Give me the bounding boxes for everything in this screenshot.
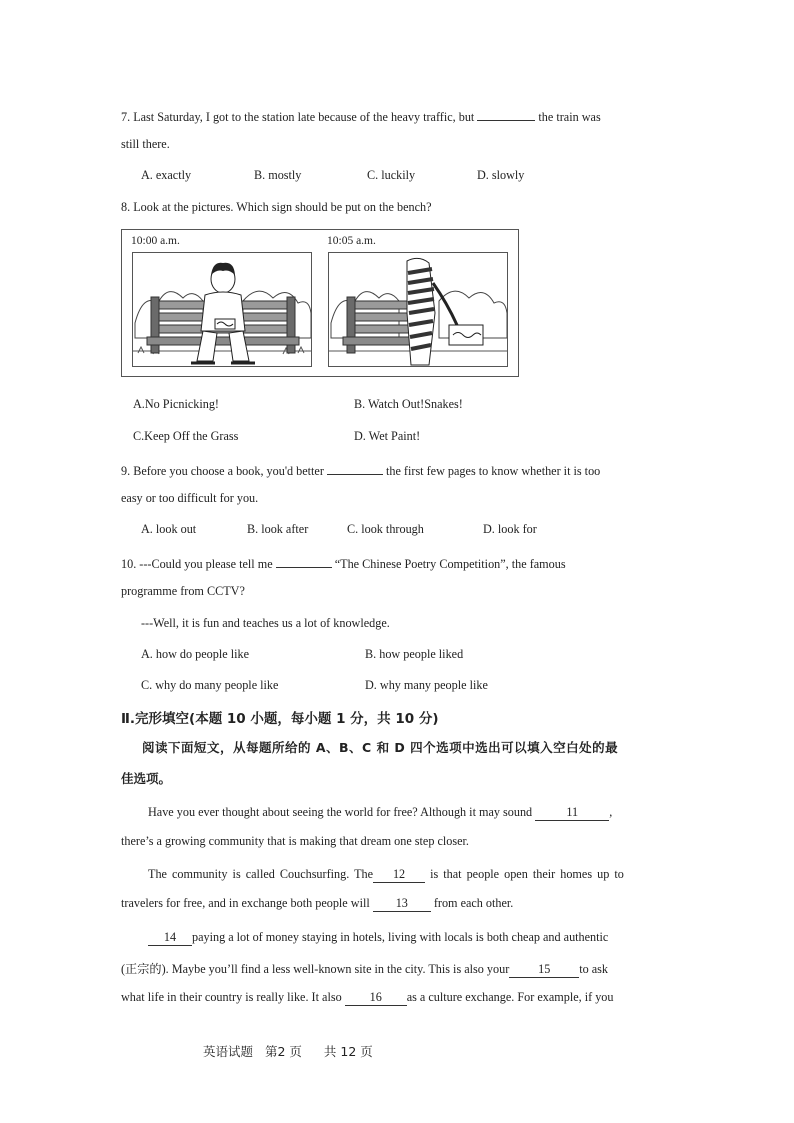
q10-stem-line2: programme from CCTV? — [121, 584, 245, 598]
q9-option-c: C. look through — [347, 522, 424, 536]
passage-text: (正宗的). Maybe you’ll find a less well-known site in the city. This is also your — [121, 962, 510, 976]
picture-boy-on-bench — [132, 252, 312, 367]
time-label-left: 10:00 a.m. — [131, 235, 180, 247]
footer-total-pages: 共 12 页 — [323, 1044, 373, 1059]
q8-option-b: B. Watch Out!Snakes! — [354, 397, 463, 411]
q9-stem-line2: easy or too difficult for you. — [121, 491, 259, 505]
q7-answer-blank — [477, 108, 535, 121]
q10-option-b: B. how people liked — [365, 647, 464, 661]
passage-text: is that people open their homes up to — [430, 867, 624, 881]
q9-option-a: A. look out — [141, 522, 197, 536]
section-heading: Ⅱ.完形填空(本题 10 小题，每小题 1 分，共 10 分) — [121, 711, 439, 727]
q9-stem-text-after: the first few pages to know whether it is too — [386, 464, 601, 478]
q8-option-c: C.Keep Off the Grass — [133, 429, 239, 443]
passage-text: to ask — [579, 962, 609, 976]
section-instruction-line1: 阅读下面短文，从每题所给的 A、B、C 和 D 四个选项中选出可以填入空白处的最 — [142, 740, 619, 755]
passage-p1-line2: there’s a growing community that is making that dream one step closer. — [121, 834, 469, 848]
passage-text: travelers for free, and in exchange both people will — [121, 896, 370, 910]
q10-answer-blank — [276, 555, 332, 568]
q8-option-d: D. Wet Paint! — [354, 429, 421, 443]
q10-stem-line1 — [121, 555, 566, 572]
passage-p1-line1 — [148, 805, 612, 821]
passage-text: from each other. — [433, 896, 514, 910]
passage-p2-line2 — [121, 896, 513, 912]
passage-text: paying a lot of money staying in hotels, living with locals is both cheap and authentic — [192, 930, 609, 944]
blank-15: 15 — [509, 962, 579, 978]
q9-stem-line1 — [121, 462, 600, 479]
q8-stem: 8. Look at the pictures. Which sign should be put on the bench? — [121, 200, 432, 214]
blank-16: 16 — [345, 990, 407, 1006]
footer-page-number: 第2 页 — [265, 1044, 302, 1059]
q7-stem-line1 — [121, 108, 601, 125]
q7-option-a: A. exactly — [141, 168, 192, 182]
q10-stem-line3: ---Well, it is fun and teaches us a lot of knowledge. — [141, 616, 390, 630]
section-instruction-line2: 佳选项。 — [121, 771, 172, 786]
passage-p2-line1 — [148, 867, 624, 883]
passage-p3-line2 — [121, 960, 608, 978]
bench-pictures-figure — [121, 229, 519, 377]
passage-text: The community is called Couchsurfing. The — [148, 867, 374, 881]
page-footer — [203, 1042, 373, 1060]
passage-text: what life in their country is really like. It also — [121, 990, 342, 1004]
blank-12: 12 — [373, 867, 425, 883]
blank-13: 13 — [373, 896, 431, 912]
passage-text: , — [609, 805, 613, 819]
q7-stem-text-after: the train was — [538, 110, 601, 124]
blank-14: 14 — [148, 930, 192, 946]
q10-option-d: D. why many people like — [365, 678, 488, 692]
picture-person-walking-away — [328, 252, 508, 367]
q7-option-c: C. luckily — [367, 168, 416, 182]
passage-p3-line3 — [121, 990, 614, 1006]
q7-option-d: D. slowly — [477, 168, 525, 182]
passage-text: Have you ever thought about seeing the world for free? Although it may sound — [148, 805, 533, 819]
q10-option-a: A. how do people like — [141, 647, 249, 661]
time-label-right: 10:05 a.m. — [327, 235, 376, 247]
q9-option-d: D. look for — [483, 522, 537, 536]
q8-option-a: A.No Picnicking! — [133, 397, 219, 411]
q9-option-b: B. look after — [247, 522, 309, 536]
q10-option-c: C. why do many people like — [141, 678, 279, 692]
q10-stem-text-after: “The Chinese Poetry Competition”, the famous — [334, 557, 566, 571]
footer-subject: 英语试题 — [203, 1044, 254, 1059]
passage-text: as a culture exchange. For example, if you — [406, 990, 614, 1004]
q10-stem-text: 10. ---Could you please tell me — [121, 557, 273, 571]
q7-option-b: B. mostly — [254, 168, 302, 182]
q9-answer-blank — [327, 462, 383, 475]
q7-stem-text: 7. Last Saturday, I got to the station late because of the heavy traffic, but — [121, 110, 475, 124]
passage-p3-line1 — [148, 930, 608, 946]
blank-11: 11 — [535, 805, 609, 821]
q7-stem-line2: still there. — [121, 137, 170, 151]
q9-stem-text: 9. Before you choose a book, you'd better — [121, 464, 324, 478]
